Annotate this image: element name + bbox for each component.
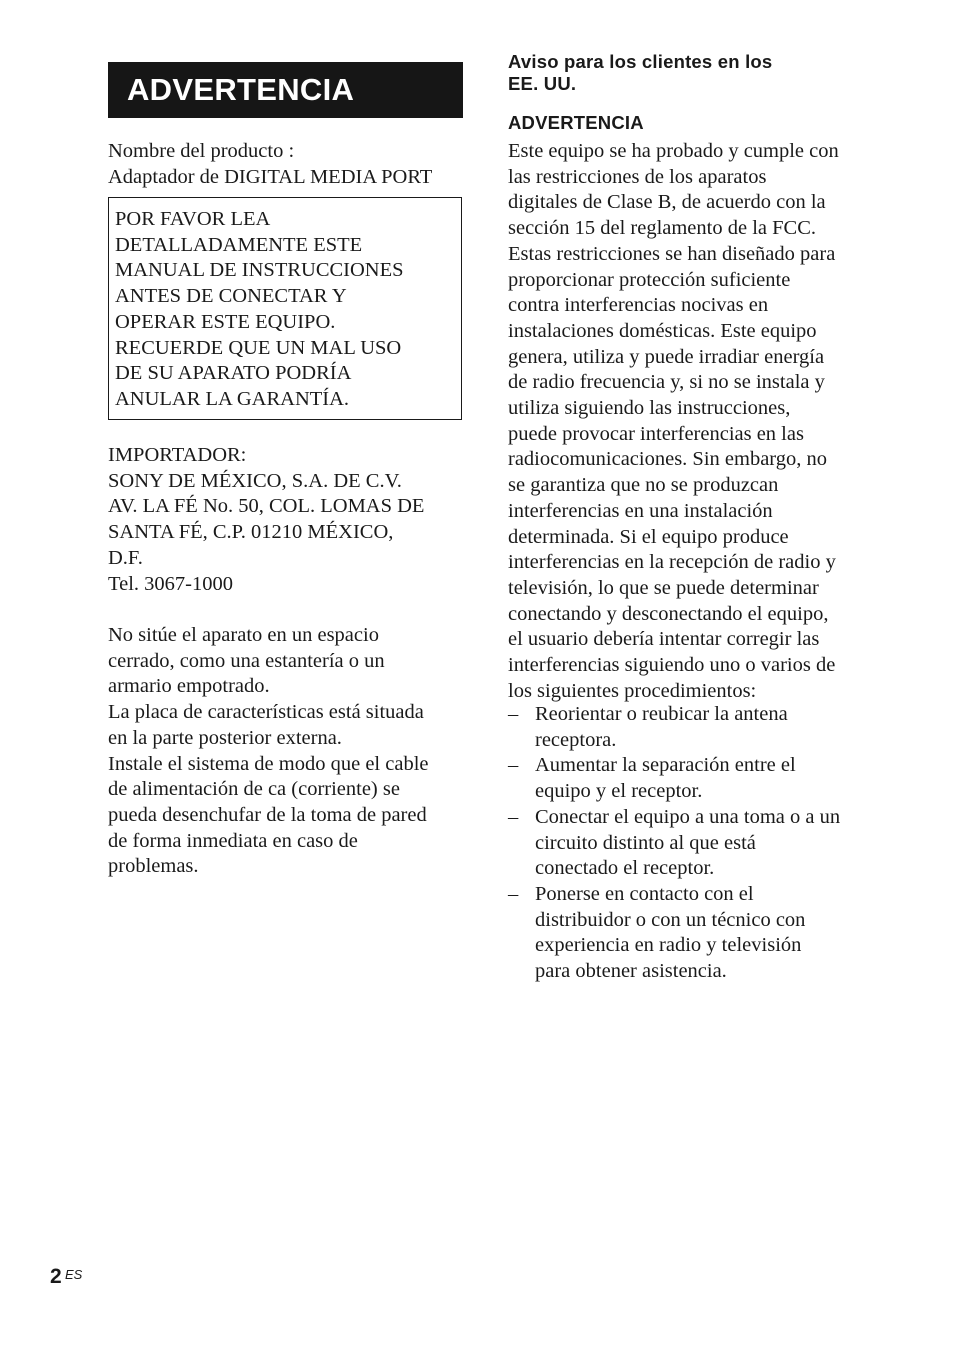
page-number: 2 xyxy=(50,1265,62,1288)
body-line: proporcionar protección suficiente xyxy=(508,268,791,291)
warning-line: RECUERDE QUE UN MAL USO xyxy=(115,336,402,359)
instruction-line: problemas. xyxy=(108,855,199,878)
product-name-block xyxy=(108,139,432,190)
placement-instructions xyxy=(108,623,428,880)
importer-line: IMPORTADOR: xyxy=(108,444,247,466)
list-item-line: distribuidor o con un técnico con xyxy=(535,908,806,931)
body-line: las restricciones de los aparatos xyxy=(508,165,767,188)
body-line: Este equipo se ha probado y cumple con xyxy=(508,140,839,162)
warning-line: ANULAR LA GARANTÍA. xyxy=(115,387,350,410)
bullet-dash: – xyxy=(508,882,519,905)
list-item xyxy=(508,753,864,804)
list-item xyxy=(508,702,864,753)
list-item-line: receptora. xyxy=(535,728,617,751)
body-line: determinada. Si el equipo produce xyxy=(508,525,789,548)
body-line: digitales de Clase B, de acuerdo con la xyxy=(508,191,826,214)
body-line: el usuario debería intentar corregir las xyxy=(508,628,820,651)
instruction-line: No sitúe el aparato en un espacio xyxy=(108,624,379,646)
bullet-dash: – xyxy=(508,754,519,777)
body-line: interferencias en una instalación xyxy=(508,499,773,522)
list-item-line: equipo y el receptor. xyxy=(535,780,703,803)
instruction-line: de alimentación de ca (corriente) se xyxy=(108,778,400,801)
product-line: Nombre del producto : xyxy=(108,140,295,162)
importer-line: AV. LA FÉ No. 50, COL. LOMAS DE xyxy=(108,495,425,518)
advertencia-banner xyxy=(108,62,463,118)
product-line: Adaptador de DIGITAL MEDIA PORT xyxy=(108,165,433,188)
procedures-list xyxy=(508,702,864,985)
importer-line: D.F. xyxy=(108,546,143,569)
instruction-line: La placa de características está situada xyxy=(108,701,424,724)
body-line: conectando y desconectando el equipo, xyxy=(508,602,829,625)
warning-line: DE SU APARATO PODRÍA xyxy=(115,362,352,385)
body-line: interferencias siguiendo uno o varios de xyxy=(508,654,836,677)
importer-line: Tel. 3067-1000 xyxy=(108,572,233,595)
list-item-line: Ponerse en contacto con el xyxy=(535,882,754,905)
banner-title: ADVERTENCIA xyxy=(127,72,355,107)
instruction-line: de forma inmediata en caso de xyxy=(108,829,358,852)
warning-line: DETALLADAMENTE ESTE xyxy=(115,233,363,256)
list-item xyxy=(508,805,864,882)
importer-line: SONY DE MÉXICO, S.A. DE C.V. xyxy=(108,469,402,492)
heading-line: EE. UU. xyxy=(508,73,577,94)
instruction-line: armario empotrado. xyxy=(108,675,270,698)
list-item-line: para obtener asistencia. xyxy=(535,960,727,983)
list-item-line: Aumentar la separación entre el xyxy=(535,754,796,777)
list-item xyxy=(508,882,864,985)
body-line: puede provocar interferencias en las xyxy=(508,422,804,445)
body-line: contra interferencias nocivas en xyxy=(508,294,769,317)
body-line: interferencias en la recepción de radio y xyxy=(508,551,836,574)
page-language-suffix: ES xyxy=(65,1267,83,1282)
us-notice-heading xyxy=(508,51,772,95)
body-line: los siguientes procedimientos: xyxy=(508,679,757,702)
instruction-line: en la parte posterior externa. xyxy=(108,726,342,749)
heading-line: Aviso para los clientes en los xyxy=(508,51,773,72)
body-line: utiliza siguiendo las instrucciones, xyxy=(508,397,791,420)
warning-line: MANUAL DE INSTRUCCIONES xyxy=(115,259,404,282)
body-line: de radio frecuencia y, si no se instala y xyxy=(508,371,825,394)
warning-line: POR FAVOR LEA xyxy=(115,208,271,230)
list-item-line: experiencia en radio y televisión xyxy=(535,934,802,957)
body-line: sección 15 del reglamento de la FCC. xyxy=(508,217,816,240)
warning-line: ANTES DE CONECTAR Y xyxy=(115,285,347,308)
bullet-dash: – xyxy=(508,703,519,725)
list-item-line: conectado el receptor. xyxy=(535,857,715,880)
list-item-line: circuito distinto al que está xyxy=(535,831,756,854)
body-line: radiocomunicaciones. Sin embargo, no xyxy=(508,448,828,471)
instruction-line: pueda desenchufar de la toma de pared xyxy=(108,803,427,826)
list-item-line: Conectar el equipo a una toma o a un xyxy=(535,805,841,828)
fcc-body-text xyxy=(508,139,839,704)
warning-line: OPERAR ESTE EQUIPO. xyxy=(115,310,336,333)
body-line: genera, utiliza y puede irradiar energía xyxy=(508,345,825,368)
instruction-line: Instale el sistema de modo que el cable xyxy=(108,752,429,775)
importer-block xyxy=(108,443,424,597)
body-line: instalaciones domésticas. Este equipo xyxy=(508,319,817,342)
body-line: televisión, lo que se puede determinar xyxy=(508,576,819,599)
instruction-line: cerrado, como una estantería o un xyxy=(108,649,385,672)
importer-line: SANTA FÉ, C.P. 01210 MÉXICO, xyxy=(108,521,394,544)
list-item-line: Reorientar o reubicar la antena xyxy=(535,703,788,725)
bullet-dash: – xyxy=(508,805,519,828)
warning-box xyxy=(108,197,462,420)
body-line: se garantiza que no se produzcan xyxy=(508,474,779,497)
body-line: Estas restricciones se han diseñado para xyxy=(508,242,836,265)
fcc-subheading: ADVERTENCIA xyxy=(508,112,644,133)
